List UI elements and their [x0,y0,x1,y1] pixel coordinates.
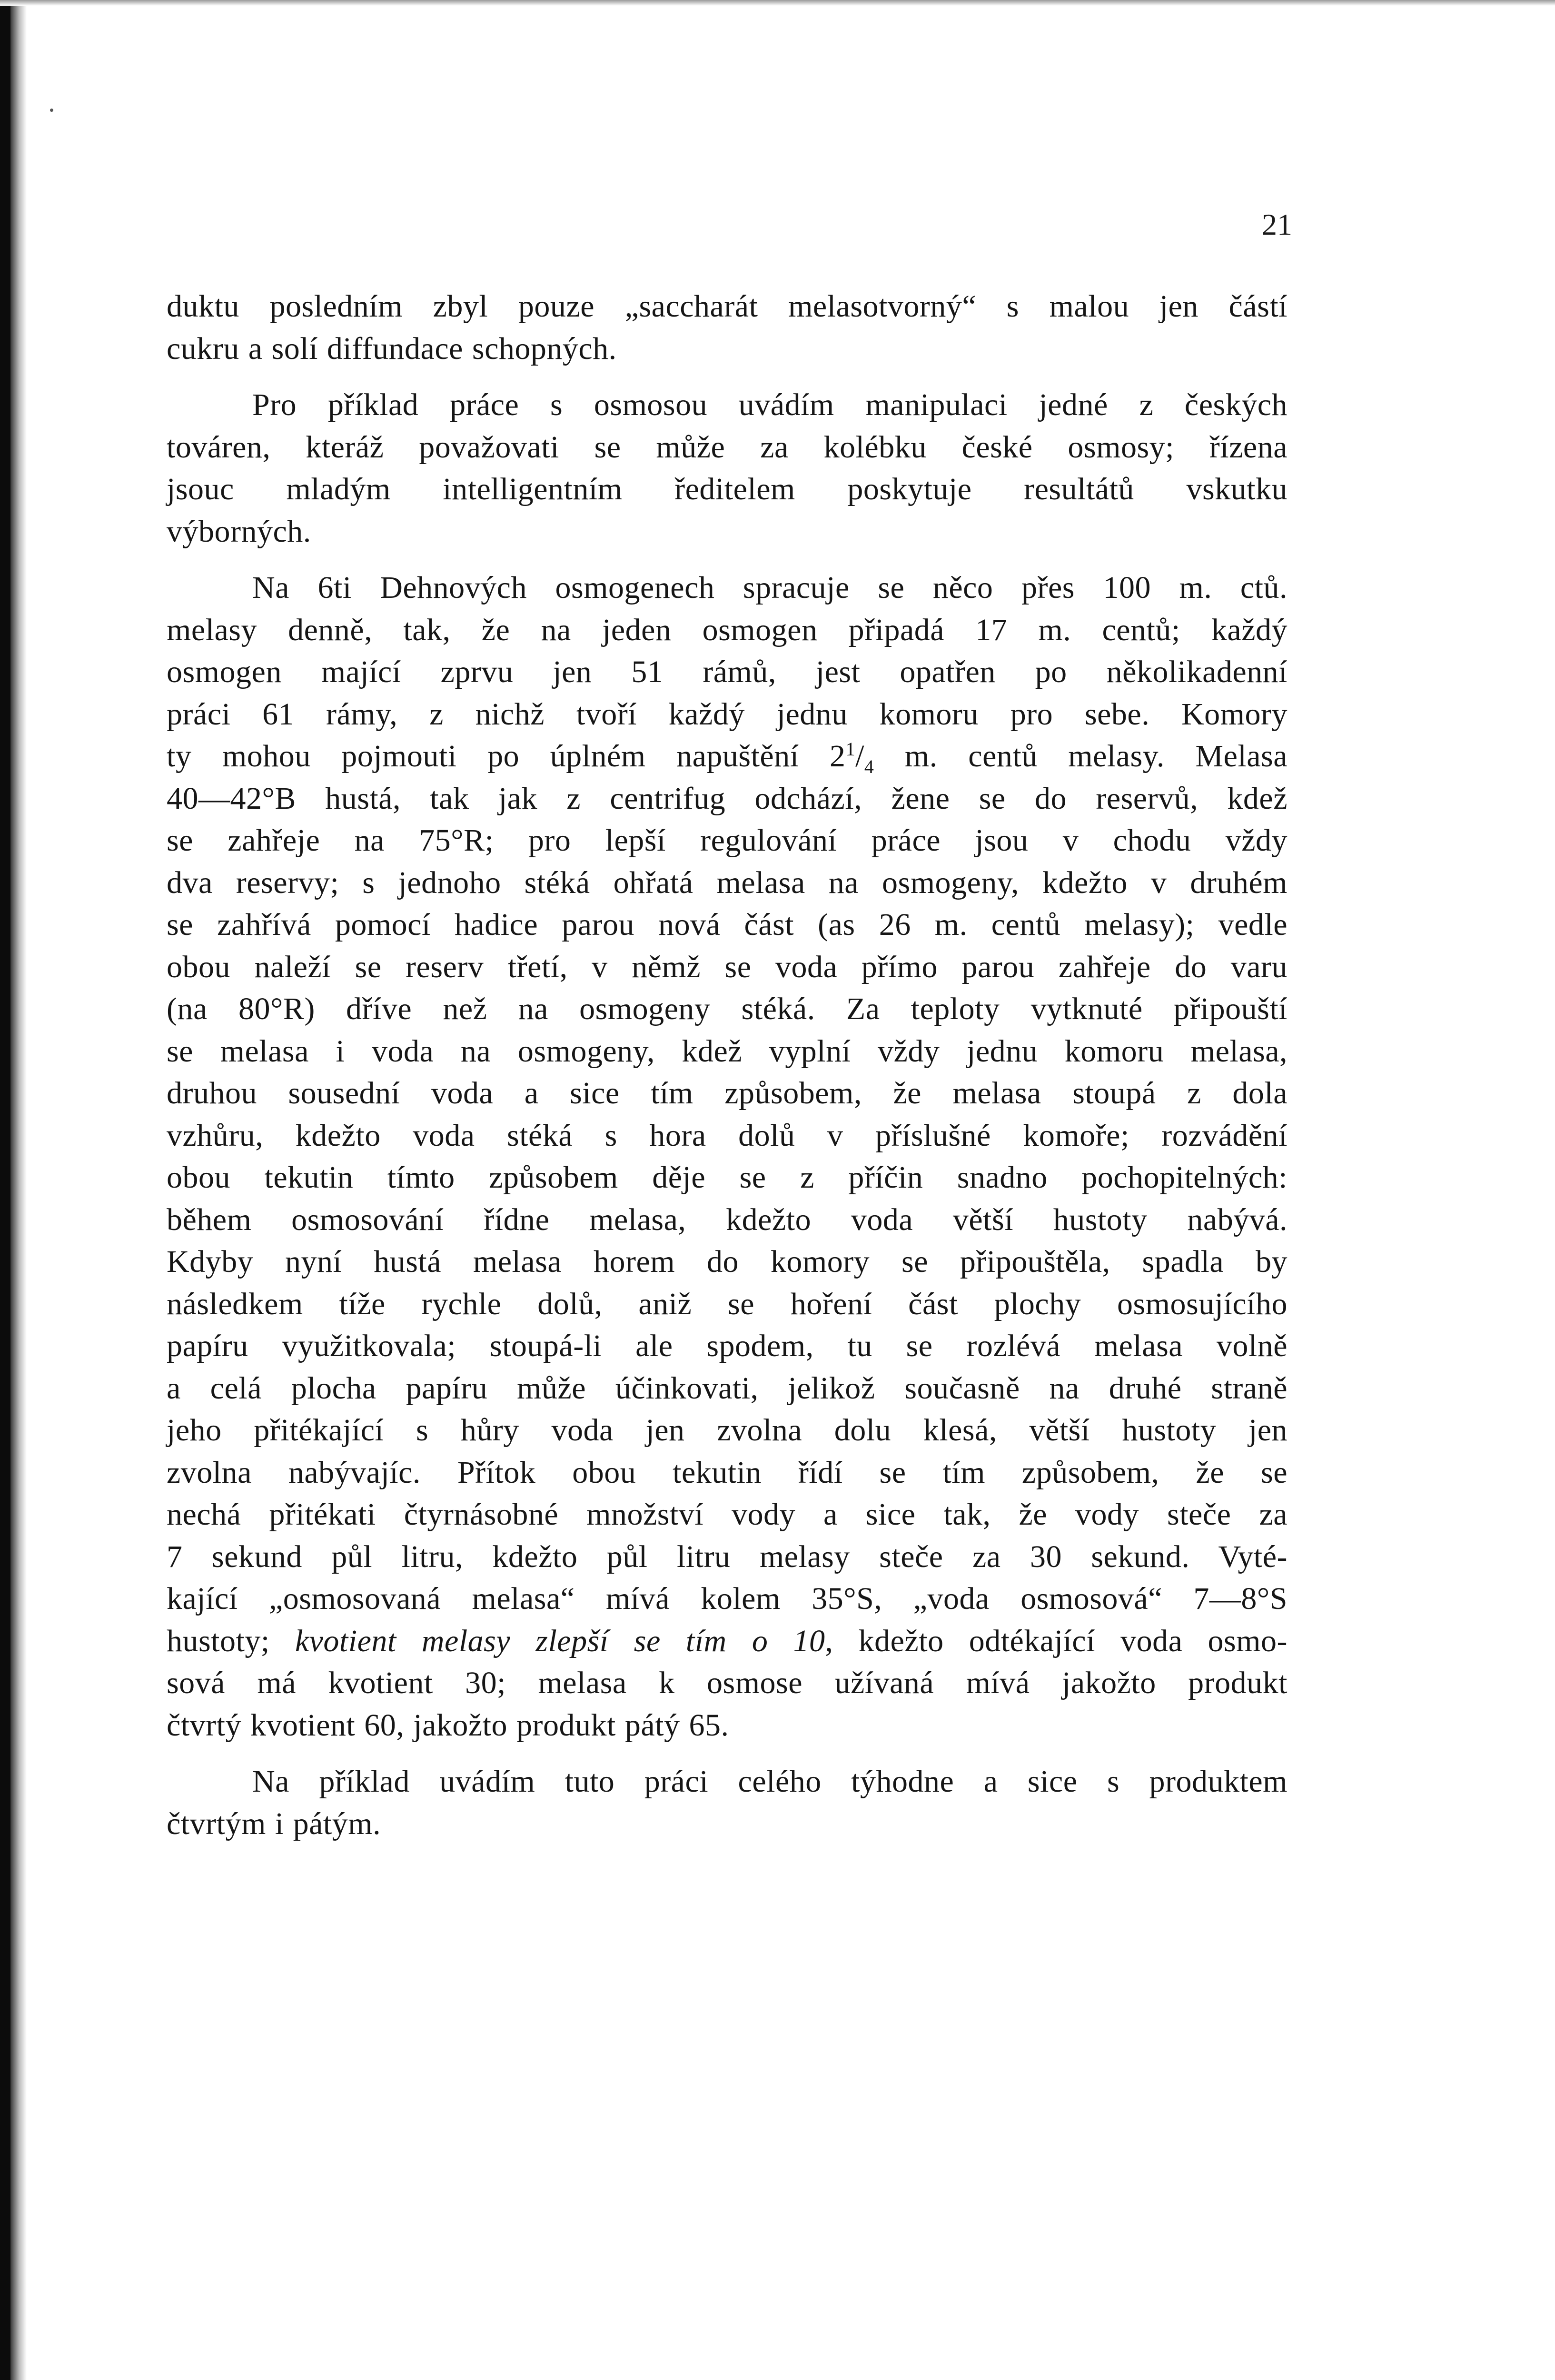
text-line: melasy denně, tak, že na jeden osmogen připadá 17 m. centů; každý [167,612,1288,647]
text-line-fraction [167,735,1288,778]
paragraph-1 [167,286,1288,370]
paragraph-3 [167,567,1288,1746]
page-number: 21 [1262,208,1292,241]
mixed-line-before: hustoty; [167,1623,295,1658]
text-line: se melasa i voda na osmogeny, kdež vyplní vždy jednu komoru melasa, [167,1033,1288,1069]
text-line: cukru a solí diffundace schopných. [167,331,617,366]
text-line: osmogen mající zprvu jen 51 rámů, jest opatřen po několikadenní [167,654,1288,689]
text-line: následkem tíže rychle dolů, aniž se hoření část plochy osmosujícího [167,1286,1288,1321]
text-line: továren, kteráž považovati se může za kolébku české osmosy; řízena [167,429,1288,465]
text-line-mixed [167,1620,1288,1663]
text-line: obou tekutin tímto způsobem děje se z příčin snadno pochopitelných: [167,1160,1288,1195]
text-line: (na 80°R) dříve než na osmogeny stéká. Za teploty vytknuté připouští [167,992,1288,1026]
text-line: papíru využitkovala; stoupá-li ale spodem, tu se rozlévá melasa volně [167,1329,1288,1363]
paragraph-4 [167,1761,1288,1845]
scan-binding-edge [0,0,10,2380]
text-line: čtvrtý kvotient 60, jakožto produkt pátý 65. [167,1707,729,1743]
scan-binding-shadow [10,0,27,2380]
text-line: zvolna nabývajíc. Přítok obou tekutin řídí se tím způsobem, že se [167,1455,1288,1490]
text-line: sová má kvotient 30; melasa k osmose užívaná mívá jakožto produkt [167,1666,1288,1700]
text-line: nechá přitékati čtyrnásobné množství vody a sice tak, že vody steče za [167,1497,1288,1532]
text-line: se zahřeje na 75°R; pro lepší regulování práce jsou v chodu vždy [167,823,1288,858]
text-line: jeho přitékající s hůry voda jen zvolna dolu klesá, větší hustoty jen [167,1413,1288,1448]
text-line: práci 61 rámy, z nichž tvoří každý jednu komoru pro sebe. Komory [167,696,1288,732]
text-line: Kdyby nyní hustá melasa horem do komory se připouštěla, spadla by [167,1244,1288,1279]
text-line: druhou sousední voda a sice tím způsobem, že melasa stoupá z dola [167,1076,1288,1111]
body-text [167,286,1288,1845]
fraction-line-before: ty mohou pojmouti po úplném napuštění 2 [167,739,846,774]
text-line: 40—42°B hustá, tak jak z centrifug odchází, žene se do reservů, kdež [167,781,1288,816]
paragraph-2 [167,384,1288,553]
mixed-line-after: , kdežto odtékající voda osmo- [825,1623,1288,1658]
text-line: jsouc mladým intelligentním ředitelem poskytuje resultátů vskutku [167,472,1288,506]
scan-top-edge [0,0,1555,6]
text-line: dva reservy; s jednoho stéká ohřatá melasa na osmogeny, kdežto v druhém [167,865,1288,900]
text-line: kající „osmosovaná melasa“ mívá kolem 35°S, „voda osmosová“ 7—8°S [167,1581,1288,1616]
text-line: během osmosování řídne melasa, kdežto voda větší hustoty nabývá. [167,1202,1288,1237]
text-line: 7 sekund půl litru, kdežto půl litru melasy steče za 30 sekund. Vyté- [167,1539,1288,1574]
fraction-numerator: 1 [845,738,856,760]
fraction-line-after: m. centů melasy. Melasa [874,739,1288,774]
text-line: výborných. [167,514,311,549]
fraction-denominator: 4 [864,756,874,778]
scan-speck [50,109,53,112]
text-line: vzhůru, kdežto voda stéká s hora dolů v příslušné komoře; rozvádění [167,1118,1288,1153]
text-line: duktu posledním zbyl pouze „saccharát melasotvorný“ s malou jen částí [167,289,1288,324]
fraction-separator: / [855,739,864,774]
text-line: Na 6ti Dehnových osmogenech spracuje se něco přes 100 m. ctů. [252,570,1288,605]
text-line: obou naleží se reserv třetí, v němž se voda přímo parou zahřeje do varu [167,949,1288,984]
italic-emphasis: kvotient melasy zlepší se tím o 10 [295,1623,825,1658]
text-line: Na příklad uvádím tuto práci celého týhodne a sice s produktem [252,1764,1288,1799]
text-line: a celá plocha papíru může účinkovati, jelikož současně na druhé straně [167,1370,1288,1406]
text-line: čtvrtým i pátým. [167,1806,381,1841]
text-line: se zahřívá pomocí hadice parou nová část (as 26 m. centů melasy); vedle [167,907,1288,942]
text-line: Pro příklad práce s osmosou uvádím manipulaci jedné z českých [252,387,1288,422]
